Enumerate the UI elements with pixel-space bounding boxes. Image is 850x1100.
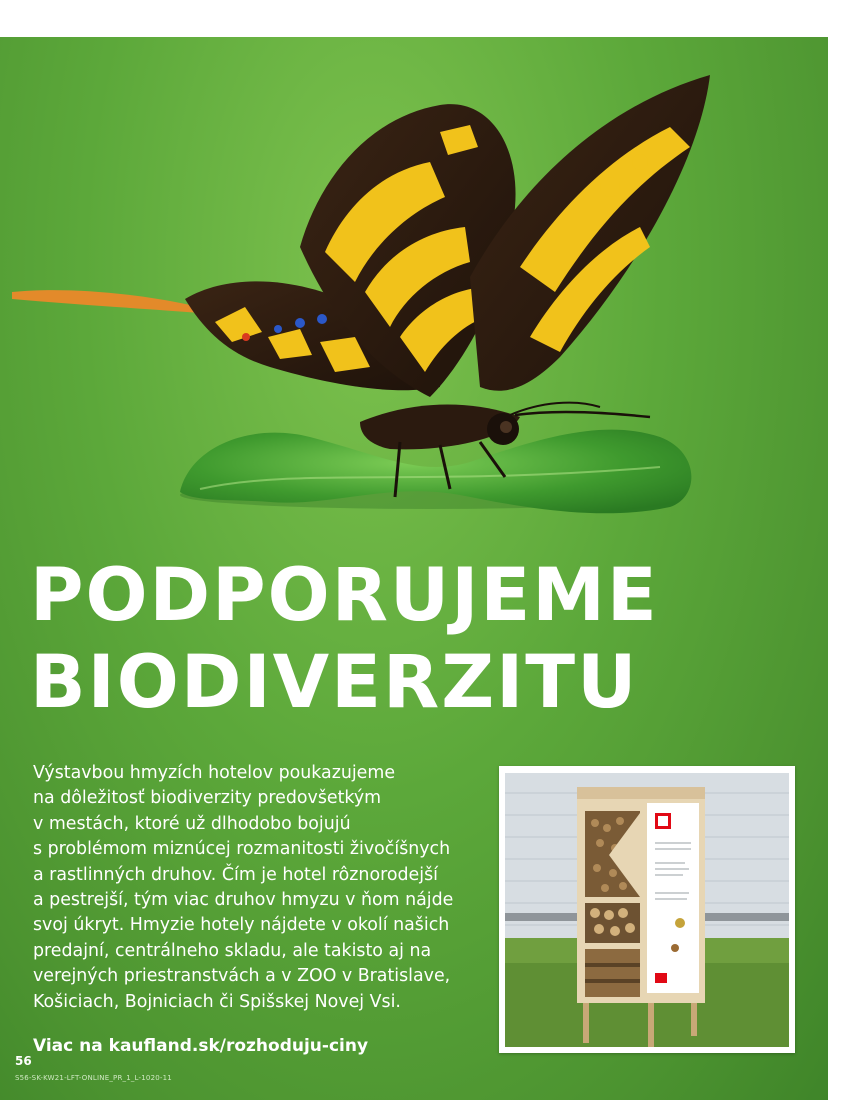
body-line: svoj úkryt. Hmyzie hotely nájdete v okolí našich <box>33 915 450 936</box>
body-line: verejných priestranstvách a v ZOO v Bratislave, <box>33 966 451 987</box>
title-line-1: PODPORUJEME <box>30 553 659 638</box>
body-line: na dôležitosť biodiverzity predovšetkým <box>33 788 382 809</box>
website-link[interactable]: Viac na kaufland.sk/rozhoduju-ciny <box>33 1036 369 1056</box>
photo-frame <box>499 766 795 1053</box>
body-line: Výstavbou hmyzích hotelov poukazujeme <box>33 763 396 783</box>
body-line: predajní, centrálneho skladu, ale takisto aj na <box>33 940 432 961</box>
footer-code: S56-SK-KW21-LFT-ONLINE_PR_1_L-1020-11 <box>15 1074 172 1082</box>
page-title <box>30 552 820 726</box>
body-paragraph <box>33 761 483 1015</box>
insect-hotel-photo <box>505 773 789 1047</box>
page-number: 56 <box>15 1054 32 1068</box>
body-line: a pestrejší, tým viac druhov hmyzu v ňom nájde <box>33 890 454 911</box>
body-line: Košiciach, Bojniciach či Spišskej Novej Vsi. <box>33 991 401 1012</box>
green-panel <box>0 37 828 1100</box>
butterfly-illustration <box>0 37 828 557</box>
body-line: s problémom miznúcej rozmanitosti živočíšnych <box>33 839 451 860</box>
title-line-2: BIODIVERZITU <box>30 640 639 725</box>
body-line: v mestách, ktoré už dlhodobo bojujú <box>33 813 351 834</box>
body-line: a rastlinných druhov. Čím je hotel rôznorodejší <box>33 864 438 885</box>
